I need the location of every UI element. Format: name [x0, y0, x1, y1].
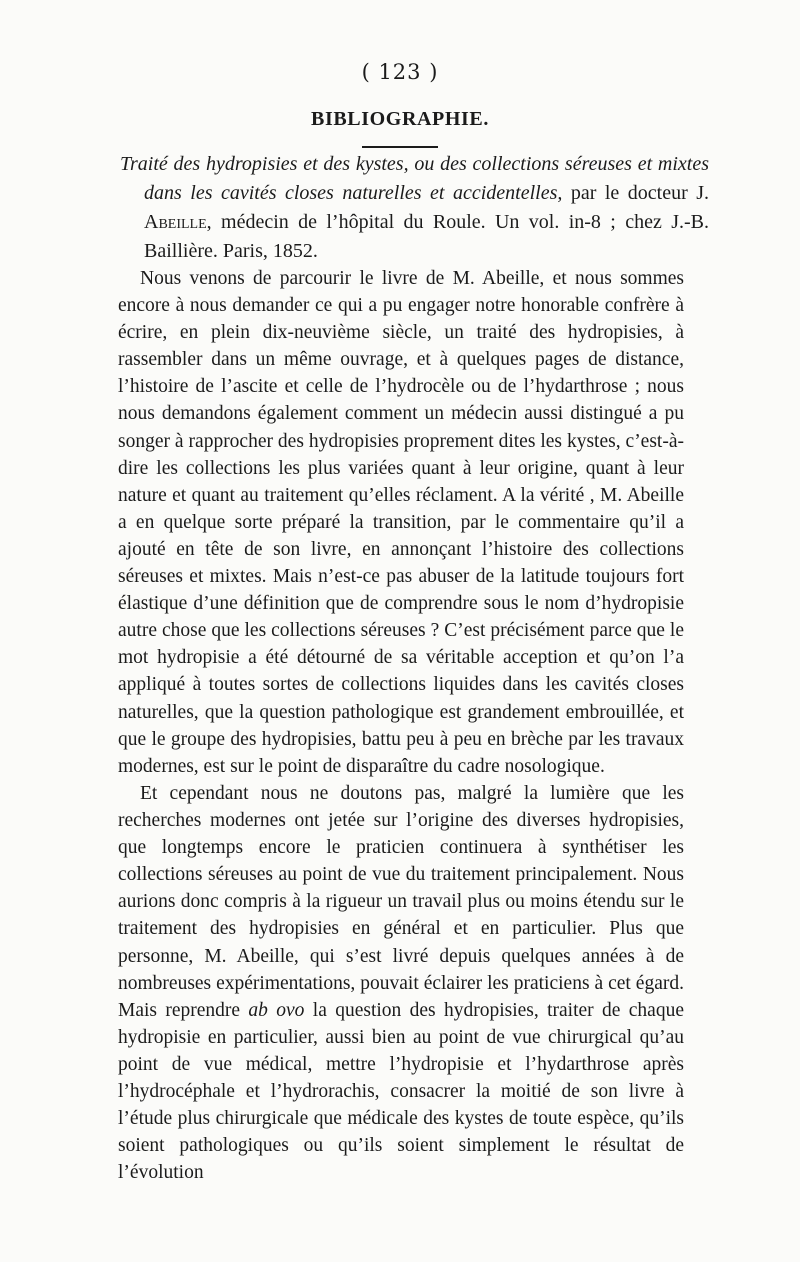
paragraph-2-latin-phrase: ab ovo — [248, 999, 305, 1021]
entry-by: par le docteur J. — [562, 182, 709, 204]
page-number: ( 123 ) — [361, 60, 439, 84]
heading-rule — [362, 146, 438, 148]
bibliographic-entry — [120, 150, 709, 266]
book-title: Traité des hydropisies et des kystes, ou des collections séreuses et mixtes dans les cavités closes naturelles et accidentelles, — [120, 153, 709, 204]
paragraph-2-part-a: Et cependant nous ne doutons pas, malgré la lumière que les recherches modernes ont jetée sur l’origine des diverses hydropisies, que longtemps encore le praticien continuera à synthétiser les collections séreuses au point de vue du traitement principalement. Nous aurions donc compris à la rigueur un travail plus ou moins étendu sur le traitement des hydropisies en général et en particulier. Plus que personne, M. Abeille, qui s’est livré depuis quelques années à de nombreuses expérimentations, pouvait éclairer les praticiens à cet égard. Mais reprendre — [118, 783, 684, 1021]
paragraph-2-part-b: la question des hydropisies, traiter de chaque hydropisie en particulier, aussi bien au point de vue chirurgical qu’au point de vue médical, mettre l’hydropisie et l’hydarthrose après l’hydrocéphale et l’hydrorachis, consacrer la moitié de son livre à l’étude plus chirurgicale que médicale des kystes de toute espèce, qu’ils soient pathologiques ou qu’ils soient simplement le résultat de l’évolution — [118, 999, 684, 1184]
paragraph-1: Nous venons de parcourir le livre de M. Abeille, et nous sommes encore à nous demander ce qui a pu engager notre honorable confrère à écrire, en plein dix-neuvième siècle, un traité des hydropisies, à rassembler dans un même ouvrage, et à quelques pages de distance, l’histoire de l’ascite et celle de l’hydrocèle ou de l’hydarthrose ; nous nous demandons également comment un médecin aussi distingué a pu songer à rapprocher des hydropisies proprement dites les kystes, c’est-à-dire les collections les plus variées quant à leur origine, quant à leur nature et quant au traitement qu’elles réclament. A la vérité , M. Abeille a en quelque sorte préparé la transition, par le commentaire qu’il a ajouté en tête de son livre, en annonçant l’histoire des collections séreuses et mixtes. Mais n’est-ce pas abuser de la latitude toujours fort élastique d’une définition que de comprendre sous le nom d’hydropisie autre chose que les collections séreuses ? C’est précisément parce que le mot hydropisie a été détourné de sa véritable acception et qu’on l’a appliqué à toutes sortes de collections liquides dans les cavités closes naturelles, que la question pathologique est grandement embrouillée, et que le groupe des hydropisies, battu peu à peu en brèche par les travaux modernes, est sur le point de disparaître du cadre nosologique. — [118, 268, 684, 777]
author-name: Abeille — [144, 211, 207, 233]
section-heading: BIBLIOGRAPHIE. — [311, 108, 489, 130]
entry-details: , médecin de l’hôpital du Roule. Un vol. in-8 ; chez J.-B. Baillière. Paris, 1852. — [144, 211, 709, 262]
paragraph-2 — [118, 780, 684, 1186]
